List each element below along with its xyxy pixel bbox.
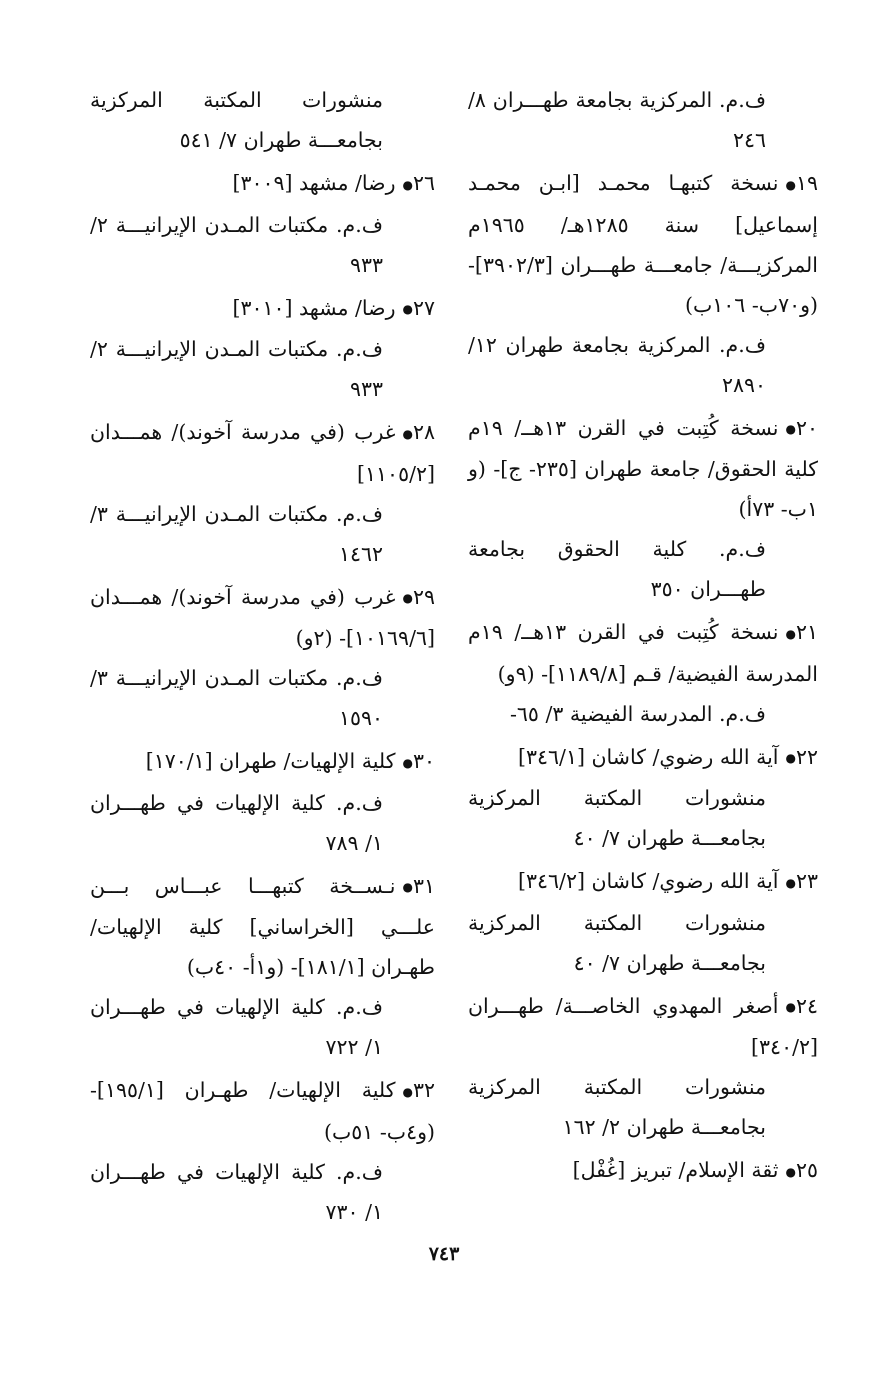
entry-reference: ف.م. مكتبات المـدن الإيرانيـــة ٢/ ٩٣٣: [90, 337, 383, 401]
entry-text: ٢٨●غرب (في مدرسة آخوند)/ همـــدان [١١٠٥/٢]: [90, 412, 435, 494]
catalog-entry: [468, 612, 818, 734]
entry-number: ٢١●: [785, 620, 819, 644]
bullet-icon: ●: [402, 1084, 413, 1099]
bullet-icon: ●: [785, 1164, 796, 1179]
catalog-entry: [90, 741, 435, 863]
catalog-entry: [468, 737, 818, 859]
entry-number: ٣١●: [402, 873, 435, 898]
entry-reference: منشورات المكتبة المركزية بجامعـــة طهران ٢/ ١٦٢: [468, 1075, 766, 1139]
entry-reference: ف.م. كلية الإلهيات في طهـــران ١/ ٧٢٢: [90, 995, 383, 1059]
entry-number: ٢٩●: [402, 584, 435, 609]
entry-reference: ف.م. المركزية بجامعة طهـــران ٨/ ٢٤٦: [468, 88, 766, 152]
page-number: ٧٤٣: [428, 1243, 460, 1265]
entry-reference: ف.م. مكتبات المـدن الإيرانيـــة ٣/ ١٥٩٠: [90, 666, 383, 730]
entry-reference: ف.م. كلية الإلهيات في طهـــران ١/ ٧٣٠: [90, 1159, 383, 1224]
catalog-entry: [90, 412, 435, 574]
entry-reference: منشورات المكتبة المركزية بجامعـــة طهران ٧/ ٤٠: [468, 910, 766, 975]
bullet-icon: ●: [402, 177, 413, 192]
entry-reference: ف.م. كلية الإلهيات في طهـــران ١/ ٧٨٩: [90, 790, 383, 855]
entry-text: ٢١●نسخة كُتِبت في القرن ١٣هــ/ ١٩م المدرسة الفيضية/ قـم [١١٨٩/٨]- (٩و): [468, 612, 818, 694]
catalog-entry: [468, 80, 818, 160]
entry-reference: ف.م. المركزية بجامعة طهران ١٢/ ٢٨٩٠: [468, 332, 766, 397]
entry-text: ٢٤●أصغر المهدوي الخاصـــة/ طهـــران [٣٤٠/٢]: [468, 986, 818, 1068]
catalog-entry: [90, 288, 435, 410]
bullet-icon: ●: [785, 422, 796, 436]
entry-text: ٢٠●نسخة كُتِبت في القرن ١٣هــ/ ١٩م كلية الحقوق/ جامعة طهران [٢٣٥- ج]- (و ١ب- ٧٣أ): [468, 408, 818, 530]
entry-text: ٢٥●ثقة الإسلام/ تبريز [غُفْل]: [468, 1150, 818, 1192]
entry-text: ١٩●نسخة كتبهـا محمـد [ابـن محمـد إسماعيل] سنة ١٢٨٥هـ/ ١٩٦٥م المركزيـــة/ جامعـــة طهـــران [٣٩٠٢/٣]- (و٧٠ب- ١٠٦ب): [468, 163, 818, 325]
entry-number: ٢٧●: [402, 295, 435, 320]
right-column: [468, 80, 818, 1195]
catalog-entry: [90, 866, 435, 1068]
entry-text: ٢٩●غرب (في مدرسة آخوند)/ همـــدان [١٠١٦٩/٦]- (٢و): [90, 577, 435, 659]
catalog-entry: [468, 163, 818, 405]
entry-number: ٢٢●: [785, 744, 818, 769]
catalog-entry: [90, 163, 435, 285]
entry-text: ٣٠●كلية الإلهيات/ طهران [١٧٠/١]: [90, 741, 435, 783]
entry-number: ٢٠●: [785, 415, 819, 440]
entry-reference: ف.م. المدرسة الفيضية ٣/ ٦٥-: [509, 701, 766, 726]
entry-number: ٣٠●: [402, 749, 435, 773]
bullet-icon: ●: [785, 751, 796, 765]
bullet-icon: ●: [402, 302, 413, 316]
catalog-entry: [90, 80, 435, 160]
bullet-icon: ●: [402, 591, 413, 605]
entry-number: ٢٣●: [785, 869, 818, 893]
entry-reference: ف.م. كلية الحقوق بجامعة طهـــران ٣٥٠: [468, 537, 766, 601]
bullet-icon: ●: [785, 1000, 796, 1014]
entry-reference: ف.م. مكتبات المـدن الإيرانيـــة ٣/ ١٤٦٢: [90, 501, 383, 566]
left-column: [90, 80, 435, 1235]
entry-number: ١٩●: [785, 171, 818, 195]
bullet-icon: ●: [402, 755, 413, 770]
entry-number: ٢٥●: [785, 1158, 818, 1182]
entry-text: ٣١●نـســخة كتبهـــا عبـــاس بـــن علـــي [الخراساني] كلية الإلهيات/ طهـران [١٨١/١]- (و١أ- ٤٠ب): [90, 866, 435, 988]
catalog-entry: [468, 1150, 818, 1192]
bullet-icon: ●: [402, 426, 413, 441]
catalog-entry: [90, 577, 435, 739]
entry-reference: منشورات المكتبة المركزية بجامعـــة طهران ٧/ ٤٠: [468, 786, 766, 850]
catalog-entry: [468, 986, 818, 1148]
bullet-icon: ●: [402, 880, 413, 894]
bullet-icon: ●: [785, 177, 796, 192]
entry-text: ٢٣●آية الله رضوي/ كاشان [٣٤٦/٢]: [468, 861, 818, 903]
entry-number: ٢٨●: [402, 420, 435, 444]
bullet-icon: ●: [785, 626, 796, 641]
entry-number: ٢٤●: [785, 993, 818, 1018]
entry-number: ٢٦●: [402, 171, 435, 195]
catalog-entry: [468, 408, 818, 610]
entry-text: ٢٧●رضا/ مشهد [٣٠١٠]: [90, 288, 435, 330]
entry-number: ٣٢●: [402, 1078, 435, 1102]
catalog-entry: [90, 1070, 435, 1232]
entry-text: ٢٦●رضا/ مشهد [٣٠٠٩]: [90, 163, 435, 205]
entry-text: ٣٢●كلية الإلهيات/ طهـران [١٩٥/١]- (و٤ب- ٥١ب): [90, 1070, 435, 1152]
entry-reference: ف.م. مكتبات المـدن الإيرانيـــة ٢/ ٩٣٣: [90, 212, 383, 277]
entry-reference: منشورات المكتبة المركزية بجامعـــة طهران ٧/ ٥٤١: [90, 88, 383, 152]
catalog-entry: [468, 861, 818, 983]
bullet-icon: ●: [785, 875, 796, 890]
entry-text: ٢٢●آية الله رضوي/ كاشان [٣٤٦/١]: [468, 737, 818, 779]
